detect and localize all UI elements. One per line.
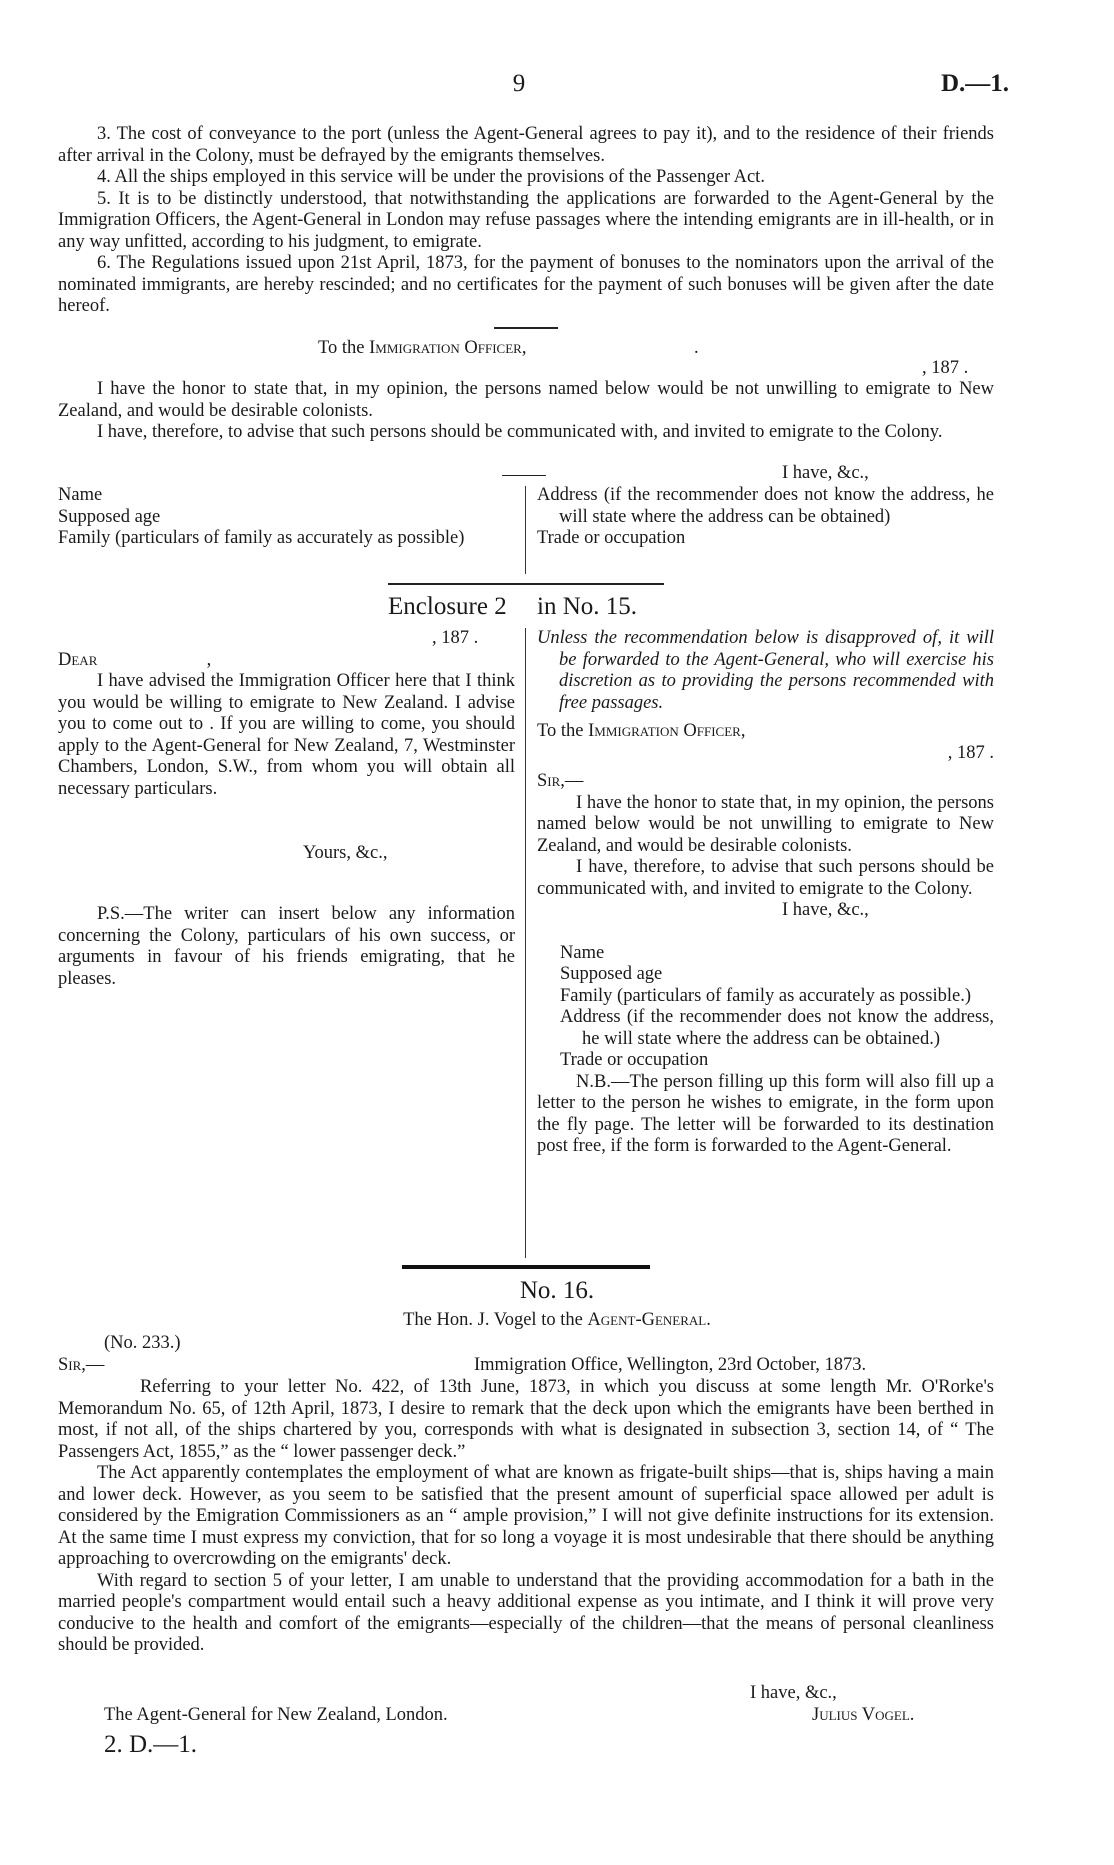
form-fields [537, 943, 994, 1072]
form-field-label: Supposed age [58, 506, 161, 527]
form-paragraph: I have, therefore, to advise that such persons should be communicated with, and invited to emigrate to the Colony. [537, 857, 994, 899]
signoff-dash [502, 475, 546, 476]
regulation-item: 4. All the ships employed in this service will be under the provisions of the Passenger Act. [97, 167, 765, 187]
form-note: N.B.—The person filling up this form will also fill up a letter to the person he wishes to emigrate, in the form upon the fly page. The letter will be forwarded to its destination post free, if the form is forwarded to the Agent-General. [537, 1071, 994, 1156]
page-number: 9 [512, 70, 526, 97]
section-divider [402, 1265, 650, 1269]
letter-subheading: The Hon. J. Vogel to the Agent-General. [403, 1310, 711, 1330]
letter-body: I have advised the Immigration Officer here that I think you would be willing to emigrate to New Zealand. I advise you to come out to . If you are willing to come, you should apply to the Agent-General for New Zealand, 7, Westminster Chambers, London, S.W., from whom you will obtain all necessary particulars. [58, 671, 515, 799]
letter-addressee: The Agent-General for New Zealand, London. [104, 1705, 448, 1725]
regulation-item: 3. The cost of conveyance to the port (unless the Agent-General agrees to pay it), and to the residence of their friends after arrival in the Colony, must be defrayed by the emigrants themselves. [58, 124, 994, 166]
regulation-item: 5. It is to be distinctly understood, that notwithstanding the applications are forwarded to the Agent-General by the Immigration Officers, the Agent-General in London may refuse passages where the intending emigrants are in ill-health, or in any way unfitted, according to his judgment, to emigrate. [58, 188, 994, 252]
form-paragraph: I have the honor to state that, in my opinion, the persons named below would be not unwilling to emigrate to New Zealand, and would be desirable colonists. [537, 792, 994, 856]
letter-salutation: Sir,— [58, 1355, 105, 1375]
form-field-label: Address (if the recommender does not know the address, he will state where the address can be obtained.) [560, 1007, 994, 1049]
form-field-label: Name [560, 942, 605, 963]
letter-reference: (No. 233.) [104, 1333, 181, 1353]
form-field-label: Name [58, 485, 103, 505]
regulations-section [58, 124, 994, 318]
form-field-label: Trade or occupation [537, 528, 686, 548]
form-fields-right [537, 485, 994, 550]
form-paragraph: I have the honor to state that, in my opinion, the persons named below would be not unwilling to emigrate to New Zealand, and would be desirable colonists. [58, 379, 994, 421]
letter-signature: Julius Vogel. [812, 1705, 915, 1725]
letter-number-heading: No. 16. [519, 1277, 595, 1304]
form-date: , 187 . [947, 742, 994, 763]
letter-place-date: Immigration Office, Wellington, 23rd October, 1873. [474, 1355, 867, 1375]
letter-salutation: Dear , [58, 650, 212, 670]
recommendation-note: Unless the recommendation below is disapproved of, it will be forwarded to the Agent-General, who will exercise his discretion as to providing the persons recommended with free passages. [537, 628, 994, 713]
letter-paragraph: The Act apparently contemplates the employment of what are known as frigate-built ships—that is, ships having a main and lower deck. However, as you seem to be satisfied that the present amount of superficial space allowed per adult is considered by the Emigration Commissioners as an “ ample provision,” I will not give definite instructions for its extension. At the same time I must express my conviction, that for so long a voyage it is most undesirable that there should be anything approaching to overcrowding on the emigrants' deck. [58, 1463, 994, 1569]
letter-date: , 187 . [432, 628, 479, 648]
enclosure-heading-left: Enclosure 2 [388, 593, 507, 620]
form-field-label: Address (if the recommender does not know the address, he will state where the address can be obtained) [537, 485, 994, 527]
form-signoff: I have, &c., [782, 900, 869, 920]
letter-paragraph: With regard to section 5 of your letter, I am unable to understand that the providing accommodation for a bath in the married people's compartment would entail such a heavy additional expense as you intimate, and I think it will prove very conducive to the health and comfort of the emigrants—especially of the children—that the means of personal cleanliness should be provided. [58, 1570, 994, 1655]
form-field-label: Family (particulars of family as accurately as possible.) [560, 985, 971, 1006]
letter-signoff: I have, &c., [750, 1683, 837, 1703]
section-divider [494, 327, 558, 329]
section-divider [388, 583, 664, 585]
letter-postscript: P.S.—The writer can insert below any information concerning the Colony, particulars of his own success, or arguments in favour of his friends emigrating, that he pleases. [58, 904, 515, 989]
form-paragraph: I have, therefore, to advise that such persons should be communicated with, and invited to emigrate to the Colony. [97, 422, 943, 442]
form-body [58, 379, 994, 444]
form-dot: . [694, 338, 699, 358]
form-addressee: To the Immigration Officer, [318, 338, 527, 358]
form-field-label: Family (particulars of family as accurately as possible) [58, 528, 465, 548]
document-code: D.—1. [940, 70, 1009, 97]
page-header [0, 70, 1114, 110]
form-date: , 187 . [922, 358, 969, 378]
form-signoff: I have, &c., [782, 463, 869, 483]
recommendation-form [537, 628, 994, 1158]
form-field-label: Supposed age [560, 964, 663, 984]
column-divider [525, 628, 526, 1258]
letter-paragraph: Referring to your letter No. 422, of 13th June, 1873, in which you discuss at some length Mr. O'Rorke's Memorandum No. 65, of 12th April, 1873, I desire to remark that the deck upon which the emigrants have been berthed in most, if not all, of the ships chartered by you, corresponds with what is designated in subsection 3, section 14, of “ The Passengers Act, 1855,” as the “ lower passenger deck.” [58, 1377, 994, 1462]
signature-mark: 2. D.—1. [104, 1731, 198, 1758]
regulation-item: 6. The Regulations issued upon 21st April, 1873, for the payment of bonuses to the nominators upon the arrival of the nominated immigrants, are hereby rescinded; and no certificates for the payment of such bonuses will be given after the date hereof. [58, 253, 994, 316]
form-salutation: Sir,— [537, 771, 584, 791]
column-divider [525, 486, 526, 574]
form-addressee: To the Immigration Officer, [537, 721, 746, 741]
letter-body [58, 1377, 994, 1657]
form-field-label: Trade or occupation [560, 1050, 709, 1070]
enclosure-heading-right: in No. 15. [537, 593, 637, 620]
letter-signoff: Yours, &c., [303, 843, 388, 863]
form-fields-left [58, 485, 515, 550]
